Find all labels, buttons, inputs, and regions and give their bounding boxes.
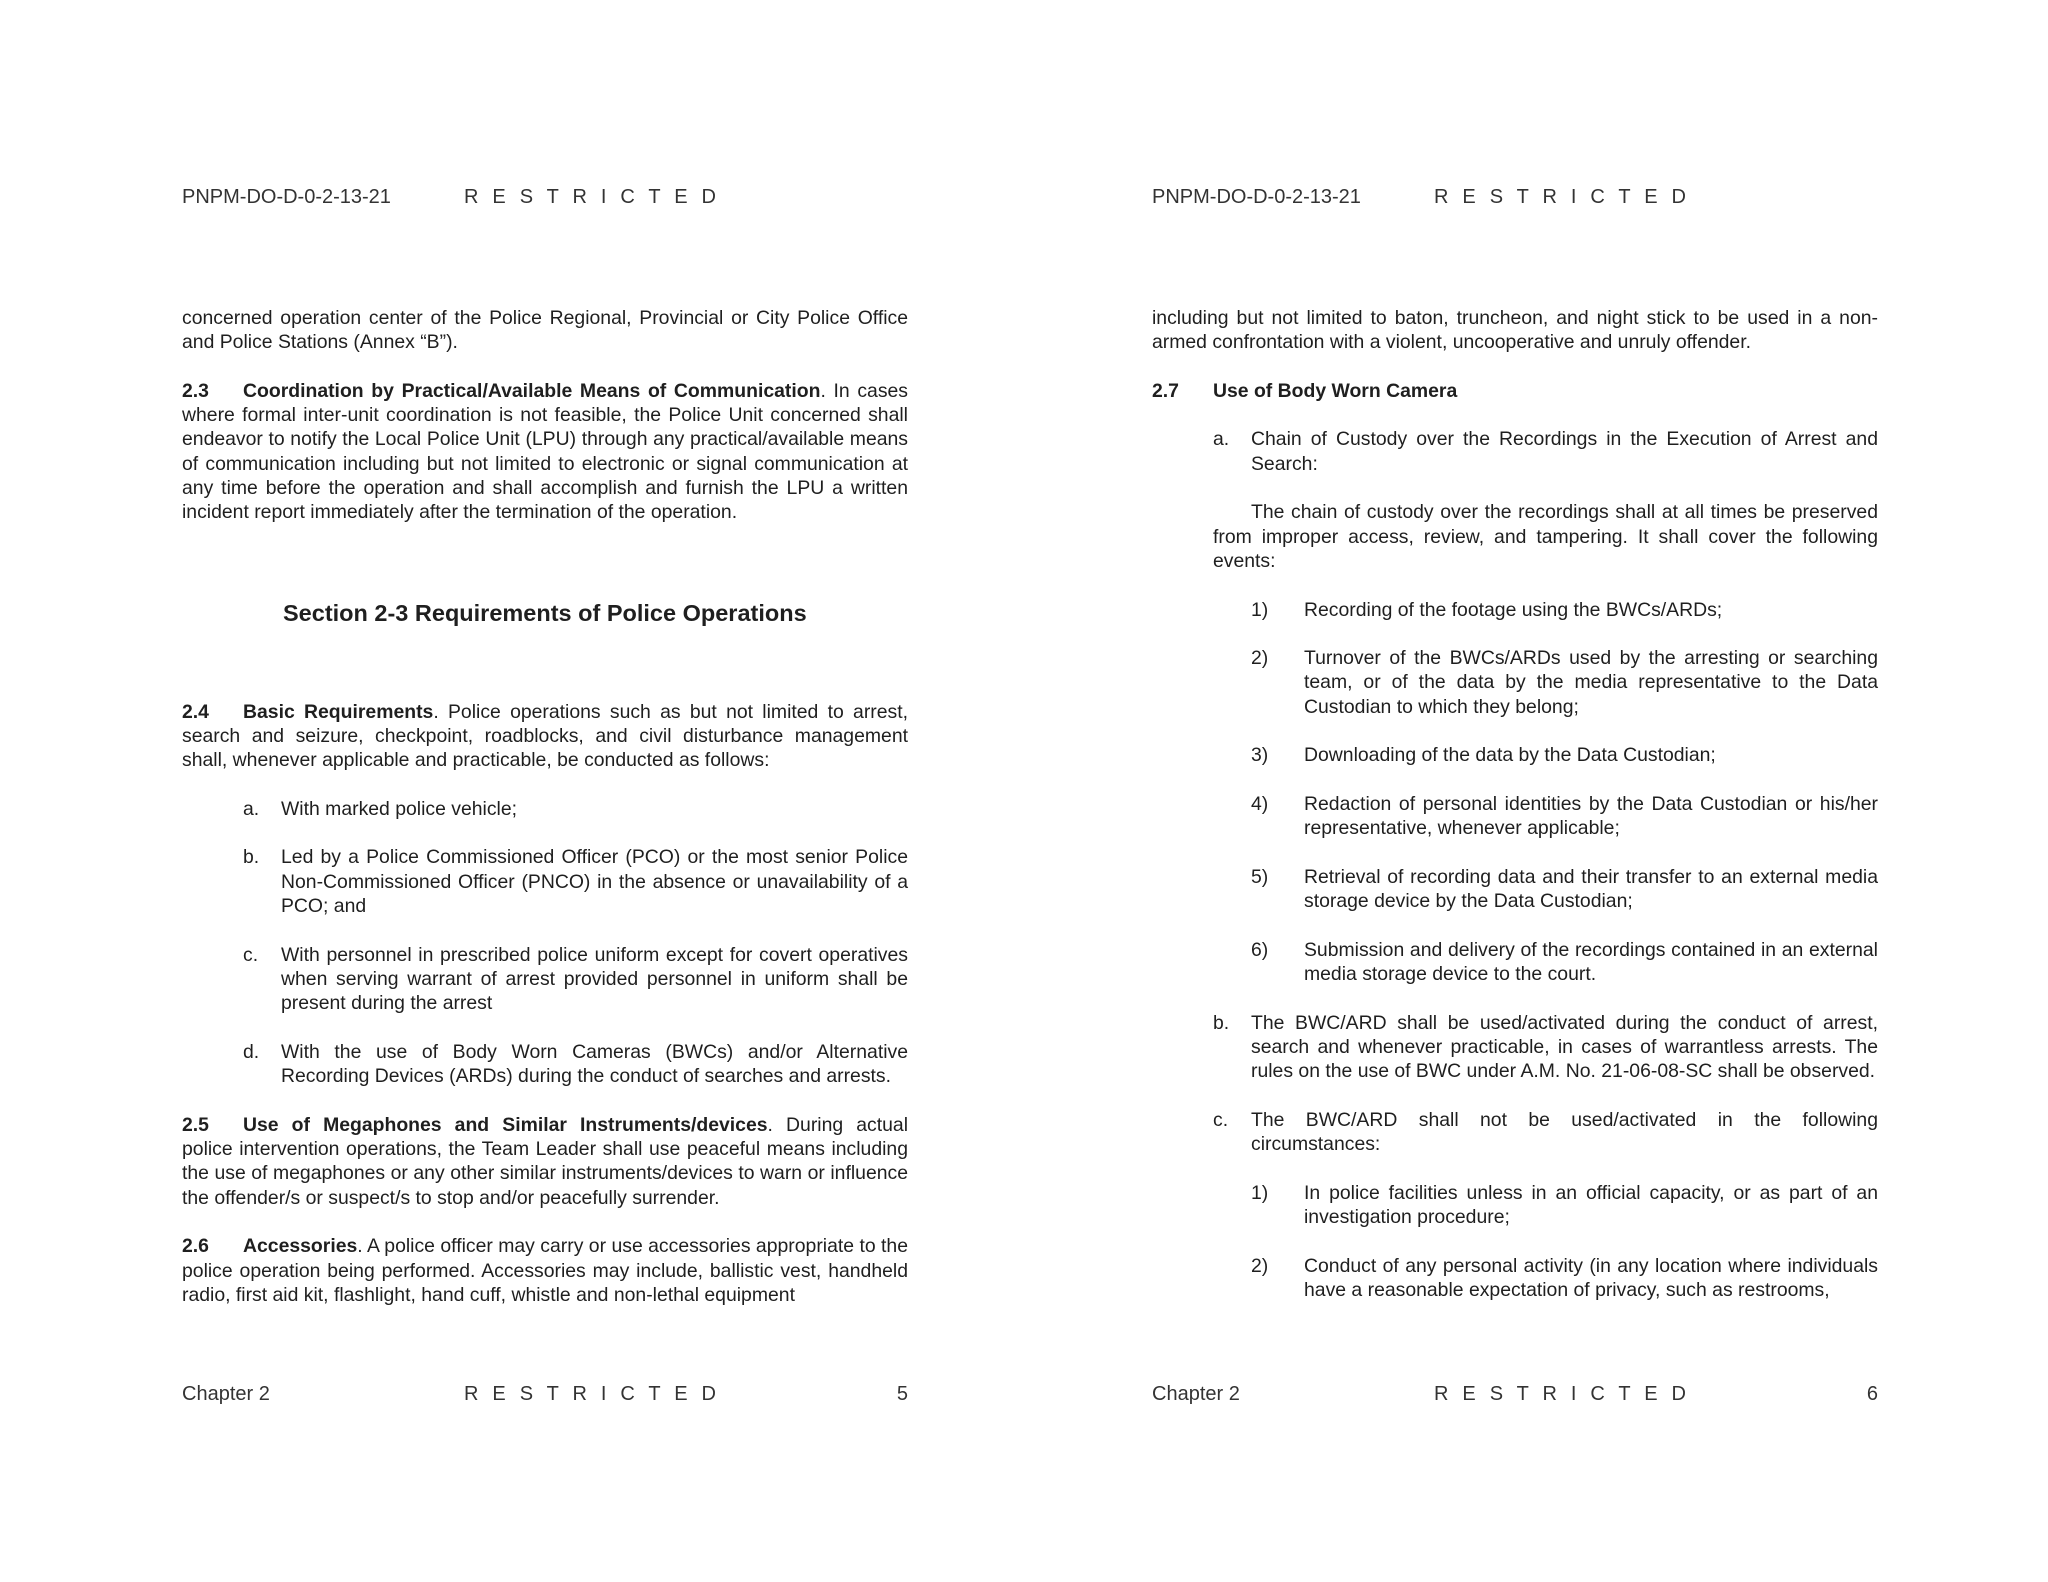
list-text: Turnover of the BWCs/ARDs used by the arresting or searching team, or of the data by the media representative to the Data Custodian to which they belong; [1304, 647, 1878, 718]
list-item [1152, 1181, 1878, 1230]
list-text: Conduct of any personal activity (in any location where individuals have a reasonable expectation of privacy, such as restrooms, [1304, 1254, 1878, 1301]
list-item [1152, 743, 1878, 767]
list-label: b. [243, 846, 260, 869]
list-item [1152, 1011, 1878, 1084]
paragraph-title: Coordination by Practical/Available Means of Communication [243, 379, 821, 402]
paragraph-text: . In cases where formal inter-unit coordination is not feasible, the Police Unit concerned shall endeavor to notify the Local Police Unit (LPU) through any practical/available means of communication including but not limited to electronic or signal communication at any time before the operation and shall accomplish and furnish the LPU a written incident report immediately after the termination of the operation. [182, 379, 908, 524]
doc-id: PNPM-DO-D-0-2-13-21 [1152, 186, 1361, 208]
list-label: 6) [1251, 938, 1269, 961]
list-text: In police facilities unless in an official capacity, or as part of an investigation procedure; [1304, 1181, 1878, 1228]
list-item [182, 943, 908, 1016]
page-body [1152, 306, 1878, 1302]
list-item [182, 797, 908, 821]
list-text: With marked police vehicle; [281, 797, 518, 820]
list-label: 2) [1251, 1254, 1269, 1277]
paragraph-text: The chain of custody over the recordings shall at all times be preserved from improper access, review, and tampering. It shall cover the following events: [1213, 501, 1878, 572]
list-text: With personnel in prescribed police uniform except for covert operatives when serving warrant of arrest provided personnel in uniform shall be present during the arrest [281, 943, 908, 1015]
continued-paragraph: concerned operation center of the Police Regional, Provincial or City Police Office and Police Stations (Annex “B”). [182, 307, 908, 354]
list-label: 2) [1251, 647, 1269, 670]
list-label: 1) [1251, 598, 1269, 621]
paragraph-2-5 [182, 1113, 908, 1210]
list-text: Chain of Custody over the Recordings in the Execution of Arrest and Search: [1251, 428, 1878, 475]
list-label: 3) [1251, 744, 1269, 767]
list-label: c. [243, 943, 259, 966]
page-left [182, 0, 908, 1582]
list-item [1152, 646, 1878, 719]
chapter-label: Chapter 2 [182, 1383, 270, 1405]
paragraph-2-6 [182, 1234, 908, 1307]
classification-label: R E S T R I C T E D [1434, 1383, 1691, 1405]
list-item [182, 1040, 908, 1089]
list-text: Recording of the footage using the BWCs/ARDs; [1304, 598, 1723, 621]
list-item [1152, 1108, 1878, 1157]
list-label: 1) [1251, 1181, 1269, 1204]
page-body [182, 306, 908, 1307]
paragraph-text: . During actual police intervention operations, the Team Leader shall use peaceful means including the use of megaphones or any other similar instruments/devices to warn or influence the offender/s or suspect/s to stop and/or peacefully surrender. [182, 1113, 908, 1209]
chapter-label: Chapter 2 [1152, 1383, 1240, 1405]
list-label: d. [243, 1040, 260, 1063]
list-label: c. [1213, 1108, 1229, 1131]
list-label: a. [243, 797, 260, 820]
paragraph-text: . A police officer may carry or use accessories appropriate to the police operation being performed. Accessories may include, ballistic vest, handheld radio, first aid kit, flashlight, hand cuff, whistle and non-lethal equipment [182, 1235, 908, 1306]
list-text: With the use of Body Worn Cameras (BWCs) and/or Alternative Recording Devices (ARDs) during the conduct of searches and arrests. [281, 1040, 908, 1088]
paragraph-title: Use of Megaphones and Similar Instruments/devices [243, 1113, 768, 1136]
paragraph-title: Accessories [243, 1235, 358, 1258]
paragraph-text: . Police operations such as but not limited to arrest, search and seizure, checkpoint, roadblocks, and civil disturbance management shall, whenever applicable and practicable, be conducted as follows: [182, 700, 909, 772]
list-item [1152, 792, 1878, 841]
list-item [1152, 598, 1878, 622]
list-item [1152, 1254, 1878, 1303]
paragraph-number: 2.3 [182, 379, 209, 402]
paragraph-number: 2.5 [182, 1113, 209, 1136]
list-text: Retrieval of recording data and their transfer to an external media storage device by the Data Custodian; [1304, 865, 1878, 913]
page-right [1152, 0, 1878, 1582]
paragraph-title: Basic Requirements [243, 700, 434, 723]
list-text: Led by a Police Commissioned Officer (PCO) or the most senior Police Non-Commissioned Officer (PNCO) in the absence or unavailability of a PCO; and [281, 846, 908, 918]
section-title: Section 2-3 Requirements of Police Operations [283, 599, 807, 626]
list-label: a. [1213, 428, 1230, 451]
list-item [1152, 865, 1878, 914]
list-item [182, 845, 908, 918]
chain-of-custody-paragraph [1152, 500, 1878, 573]
paragraph-2-7 [1152, 379, 1878, 403]
list-text: The BWC/ARD shall be used/activated during the conduct of arrest, search and whenever practicable, in cases of warrantless arrests. The rules on the use of BWC under A.M. No. 21-06-08-SC shall be observed. [1251, 1011, 1878, 1083]
paragraph-number: 2.6 [182, 1235, 209, 1258]
list-text: The BWC/ARD shall not be used/activated in the following circumstances: [1251, 1108, 1878, 1156]
list-label: 5) [1251, 865, 1269, 888]
paragraph-title: Use of Body Worn Camera [1213, 379, 1458, 402]
classification-label: R E S T R I C T E D [1434, 186, 1691, 208]
page-number: 5 [896, 1383, 908, 1405]
list-label: 4) [1251, 792, 1269, 815]
list-text: Redaction of personal identities by the Data Custodian or his/her representative, whenever applicable; [1304, 792, 1878, 840]
doc-id: PNPM-DO-D-0-2-13-21 [182, 186, 391, 208]
list-label: b. [1213, 1011, 1230, 1034]
paragraph-number: 2.7 [1152, 379, 1179, 402]
list-text: Downloading of the data by the Data Custodian; [1304, 744, 1716, 767]
continued-paragraph: including but not limited to baton, truncheon, and night stick to be used in a non-armed confrontation with a violent, uncooperative and unruly offender. [1152, 307, 1878, 354]
classification-label: R E S T R I C T E D [464, 186, 721, 208]
paragraph-number: 2.4 [182, 700, 209, 723]
list-text: Submission and delivery of the recordings contained in an external media storage device to the court. [1304, 938, 1878, 986]
paragraph-2-3 [182, 379, 908, 525]
page-number: 6 [1866, 1383, 1878, 1405]
list-item [1152, 938, 1878, 987]
paragraph-2-4 [182, 700, 908, 773]
list-item [1152, 427, 1878, 476]
classification-label: R E S T R I C T E D [464, 1383, 721, 1405]
